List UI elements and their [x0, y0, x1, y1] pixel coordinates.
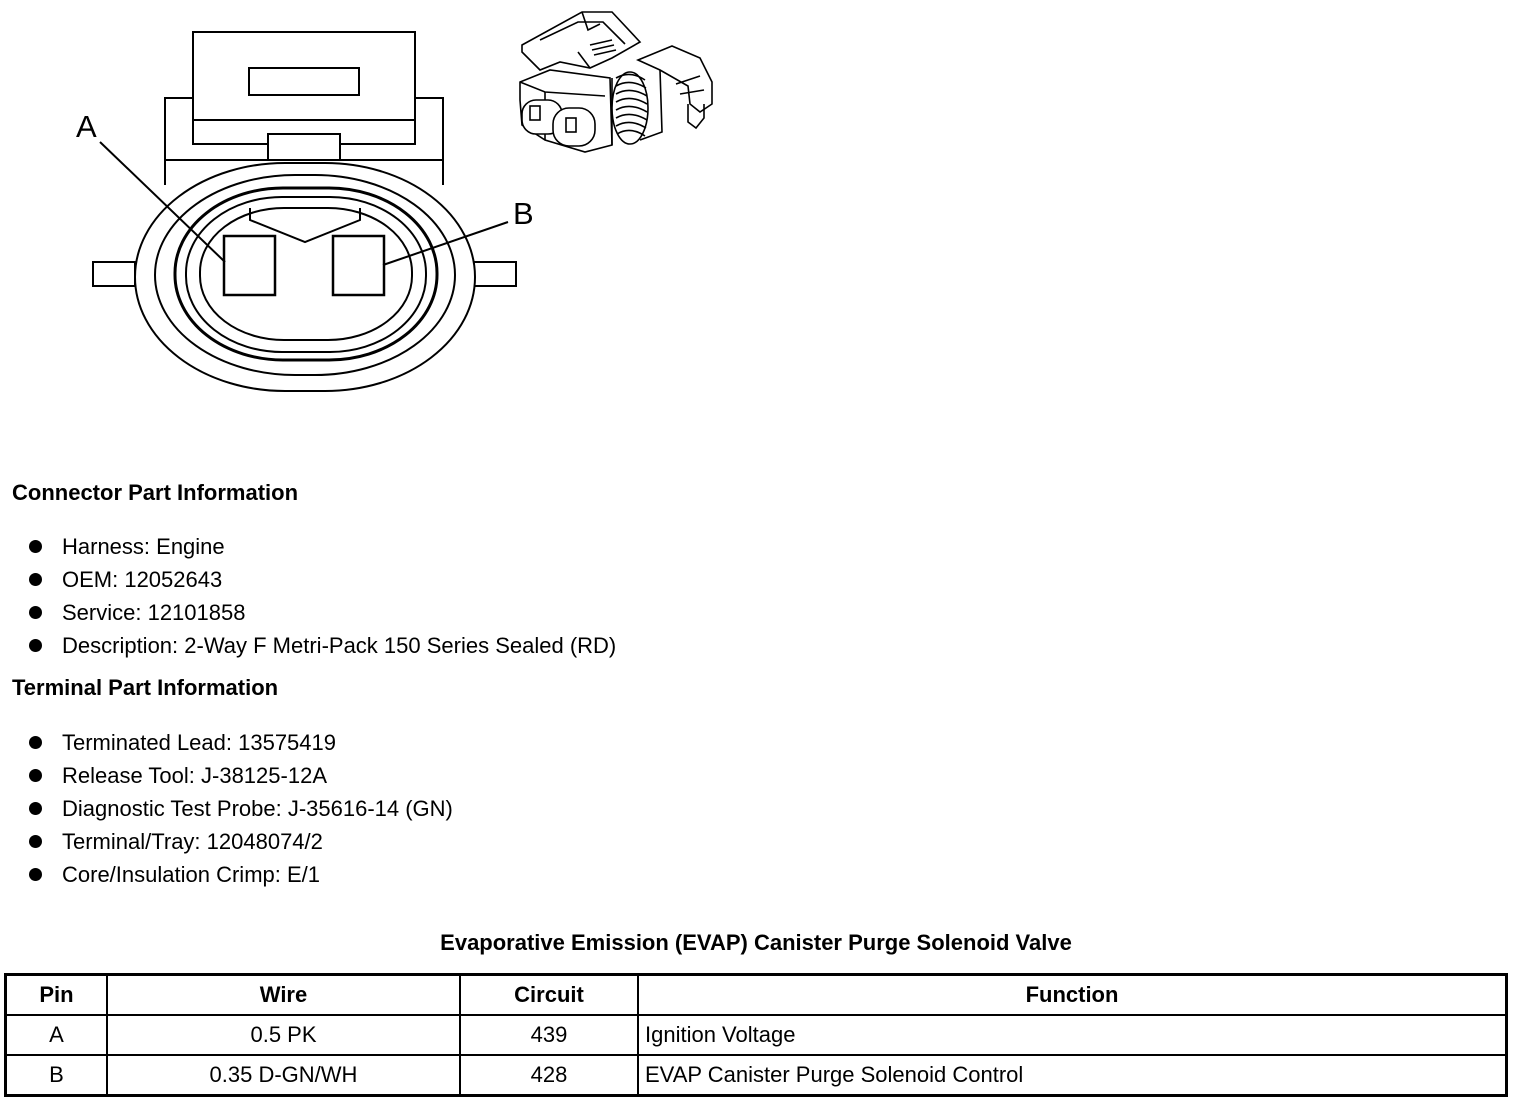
connector-body — [135, 150, 475, 391]
pin-label-b: B — [513, 196, 534, 231]
list-item: OEM: 12052643 — [28, 563, 616, 596]
connector-info-list — [28, 530, 616, 662]
cell-pin: B — [6, 1055, 108, 1096]
column-header-wire: Wire — [107, 975, 460, 1016]
bullet-icon — [29, 540, 42, 553]
cell-function: Ignition Voltage — [638, 1015, 1507, 1055]
connector-diagram — [0, 0, 760, 420]
cell-function: EVAP Canister Purge Solenoid Control — [638, 1055, 1507, 1096]
cell-circuit: 428 — [460, 1055, 638, 1096]
connector-latch — [165, 32, 443, 160]
bullet-icon — [29, 868, 42, 881]
bullet-icon — [29, 802, 42, 815]
column-header-circuit: Circuit — [460, 975, 638, 1016]
table-header-row — [6, 975, 1507, 1016]
bullet-icon — [29, 573, 42, 586]
cell-wire: 0.35 D-GN/WH — [107, 1055, 460, 1096]
terminal-cavity-b — [333, 236, 384, 295]
list-item: Harness: Engine — [28, 530, 616, 563]
connector-info-heading: Connector Part Information — [12, 480, 299, 505]
bullet-icon — [29, 606, 42, 619]
list-item: Terminal/Tray: 12048074/2 — [28, 825, 453, 858]
side-tab-right — [474, 262, 516, 286]
bullet-icon — [29, 639, 42, 652]
terminal-info-list — [28, 726, 453, 891]
list-item: Service: 12101858 — [28, 596, 616, 629]
table-row — [6, 1015, 1507, 1055]
bullet-icon — [29, 835, 42, 848]
list-item: Core/Insulation Crimp: E/1 — [28, 858, 453, 891]
pin-label-a: A — [76, 109, 97, 144]
column-header-function: Function — [638, 975, 1507, 1016]
cell-pin: A — [6, 1015, 108, 1055]
terminal-info-heading: Terminal Part Information — [12, 675, 279, 700]
terminal-cavity-a — [224, 236, 275, 295]
cell-wire: 0.5 PK — [107, 1015, 460, 1055]
column-header-pin: Pin — [6, 975, 108, 1016]
pinout-table — [4, 973, 1508, 1097]
side-tab-left — [93, 262, 135, 286]
bullet-icon — [29, 736, 42, 749]
table-title: Evaporative Emission (EVAP) Canister Purge Solenoid Valve — [440, 930, 1072, 955]
cell-circuit: 439 — [460, 1015, 638, 1055]
list-item: Release Tool: J-38125-12A — [28, 759, 453, 792]
bullet-icon — [29, 769, 42, 782]
list-item: Diagnostic Test Probe: J-35616-14 (GN) — [28, 792, 453, 825]
list-item: Terminated Lead: 13575419 — [28, 726, 453, 759]
table-row — [6, 1055, 1507, 1096]
connector-3d-view — [520, 12, 712, 152]
list-item: Description: 2-Way F Metri-Pack 150 Series Sealed (RD) — [28, 629, 616, 662]
